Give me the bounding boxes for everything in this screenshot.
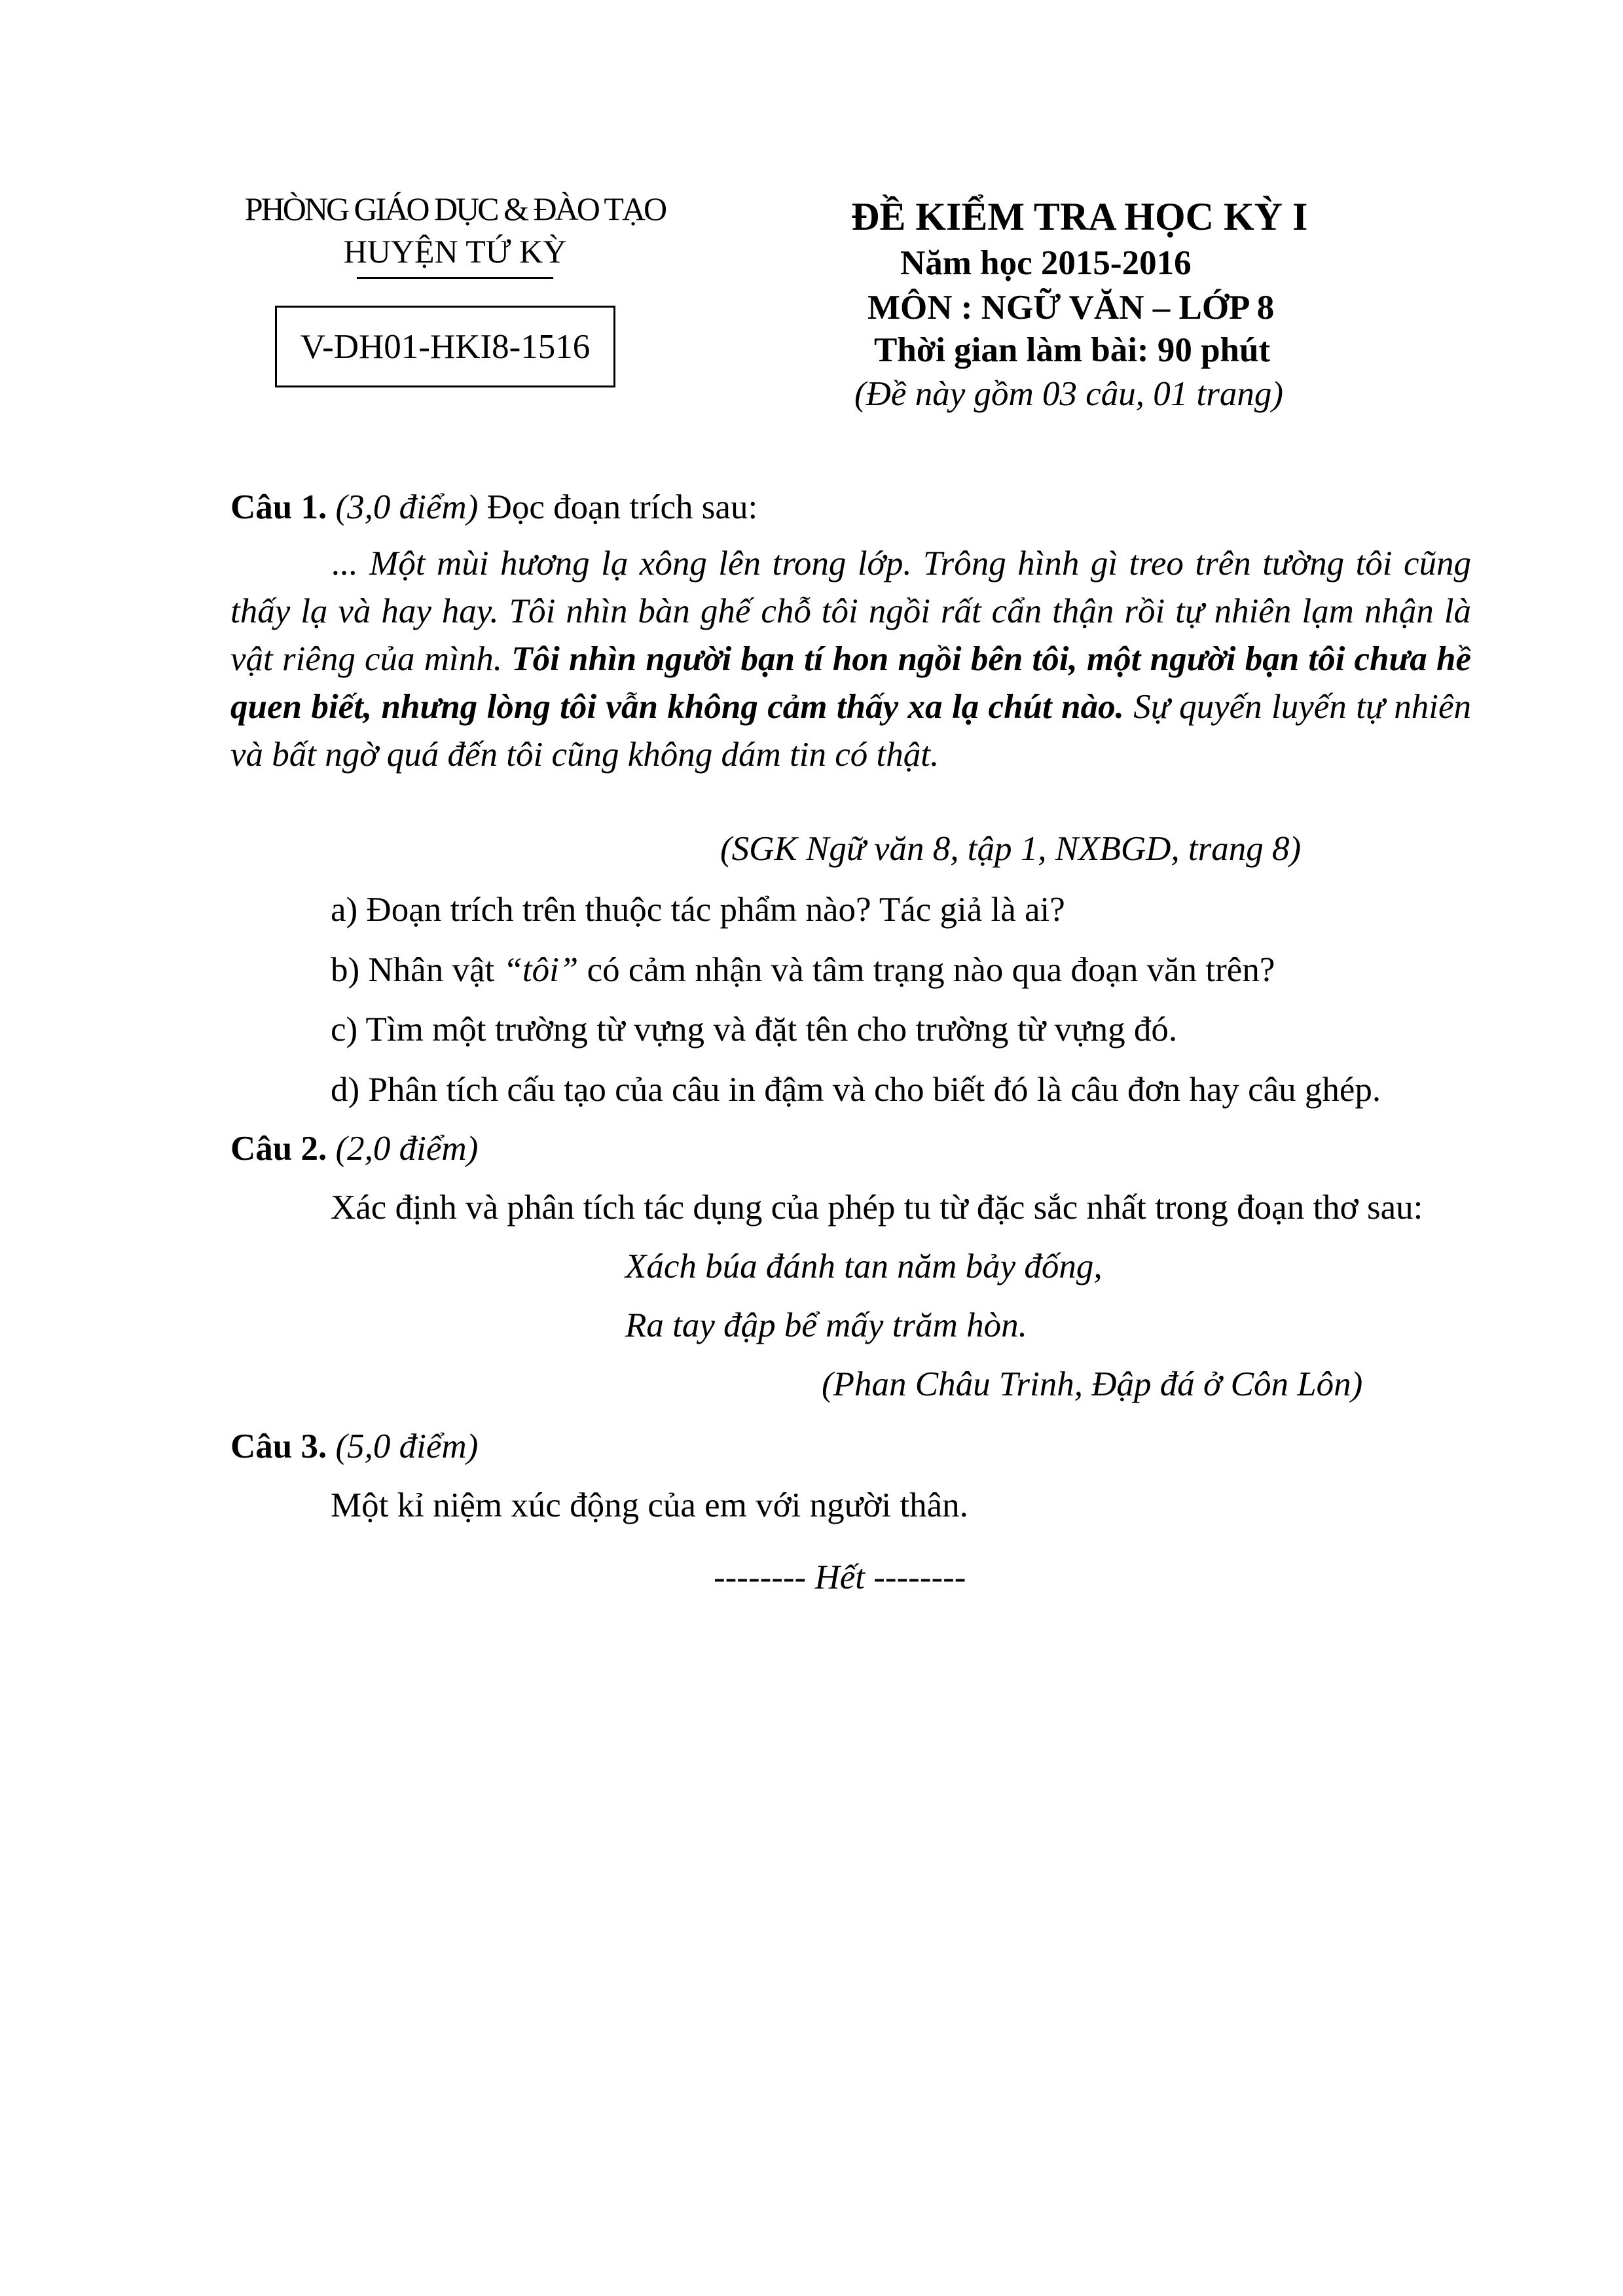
passage-bold-sentence: Tôi nhìn người bạn tí hon ngồi bên tôi, một người bạn tôi chưa hề quen biết, nhưng lòng tôi vẫn không cảm thấy xa lạ chút nào. (230, 640, 1471, 726)
question2-points: (2,0 điểm) (335, 1130, 479, 1168)
exam-code: V-DH01-HKI8-1516 (300, 327, 591, 366)
passage-part1: ... Một mùi hương lạ xông lên trong lớp. Trông hình gì treo trên tường tôi cũng thấy lạ và hay hay. Tôi nhìn bàn ghế chỗ tôi ngồi rất cẩn thận rồi tự nhiên lạm nhận là vật riêng của mình. (230, 545, 1471, 678)
question1-prompt: Đọc đoạn trích sau: (486, 488, 758, 526)
exam-duration: Thời gian làm bài: 90 phút (874, 331, 1271, 369)
exam-title: ĐỀ KIỂM TRA HỌC KỲ I (851, 195, 1308, 238)
question1-sub-a: a) Đoạn trích trên thuộc tác phẩm nào? Tác giả là ai? (331, 891, 1065, 929)
question2-prompt: Xác định và phân tích tác dụng của phép tu từ đặc sắc nhất trong đoạn thơ sau: (331, 1189, 1423, 1227)
question3-prompt: Một kỉ niệm xúc động của em với người thân. (331, 1486, 968, 1524)
poem-line-2: Ra tay đập bể mấy trăm hòn. (625, 1306, 1027, 1344)
question1-passage (230, 540, 1471, 779)
question2-heading (230, 1129, 478, 1168)
question1-sub-c: c) Tìm một trường từ vựng và đặt tên cho trường từ vựng đó. (331, 1011, 1178, 1049)
question1-label: Câu 1. (230, 488, 327, 526)
question3-points: (5,0 điểm) (335, 1427, 479, 1465)
passage-part2: Sự quyến luyến tự nhiên và bất ngờ quá đến tôi cũng không dám tin có thật. (230, 688, 1471, 774)
department-name: PHÒNG GIÁO DỤC & ĐÀO TẠO (244, 190, 666, 227)
poem-source: (Phan Châu Trinh, Đập đá ở Côn Lôn) (822, 1365, 1363, 1403)
exam-code-box (275, 306, 615, 387)
question3-label: Câu 3. (230, 1427, 327, 1465)
question1-points: (3,0 điểm) (335, 488, 479, 526)
end-mark: -------- Hết -------- (714, 1558, 966, 1596)
page-note: (Đề này gồm 03 câu, 01 trang) (854, 375, 1284, 413)
school-year: Năm học 2015-2016 (900, 244, 1192, 282)
question1-source: (SGK Ngữ văn 8, tập 1, NXBGD, trang 8) (720, 830, 1302, 868)
sub-b-post: có cảm nhận và tâm trạng nào qua đoạn văn trên? (578, 951, 1275, 989)
question2-label: Câu 2. (230, 1130, 327, 1168)
exam-subject: MÔN : NGỮ VĂN – LỚP 8 (867, 289, 1275, 327)
question3-heading (230, 1427, 478, 1466)
header-divider (357, 277, 553, 279)
question1-heading (230, 488, 757, 527)
district-name: HUYỆN TỨ KỲ (343, 233, 567, 270)
question1-sub-b (331, 950, 1275, 990)
poem-line-1: Xách búa đánh tan năm bảy đống, (625, 1247, 1103, 1285)
sub-b-pre: b) Nhân vật (331, 951, 503, 989)
question1-sub-d: d) Phân tích cấu tạo của câu in đậm và cho biết đó là câu đơn hay câu ghép. (331, 1071, 1381, 1109)
sub-b-quote: “tôi” (503, 951, 579, 989)
